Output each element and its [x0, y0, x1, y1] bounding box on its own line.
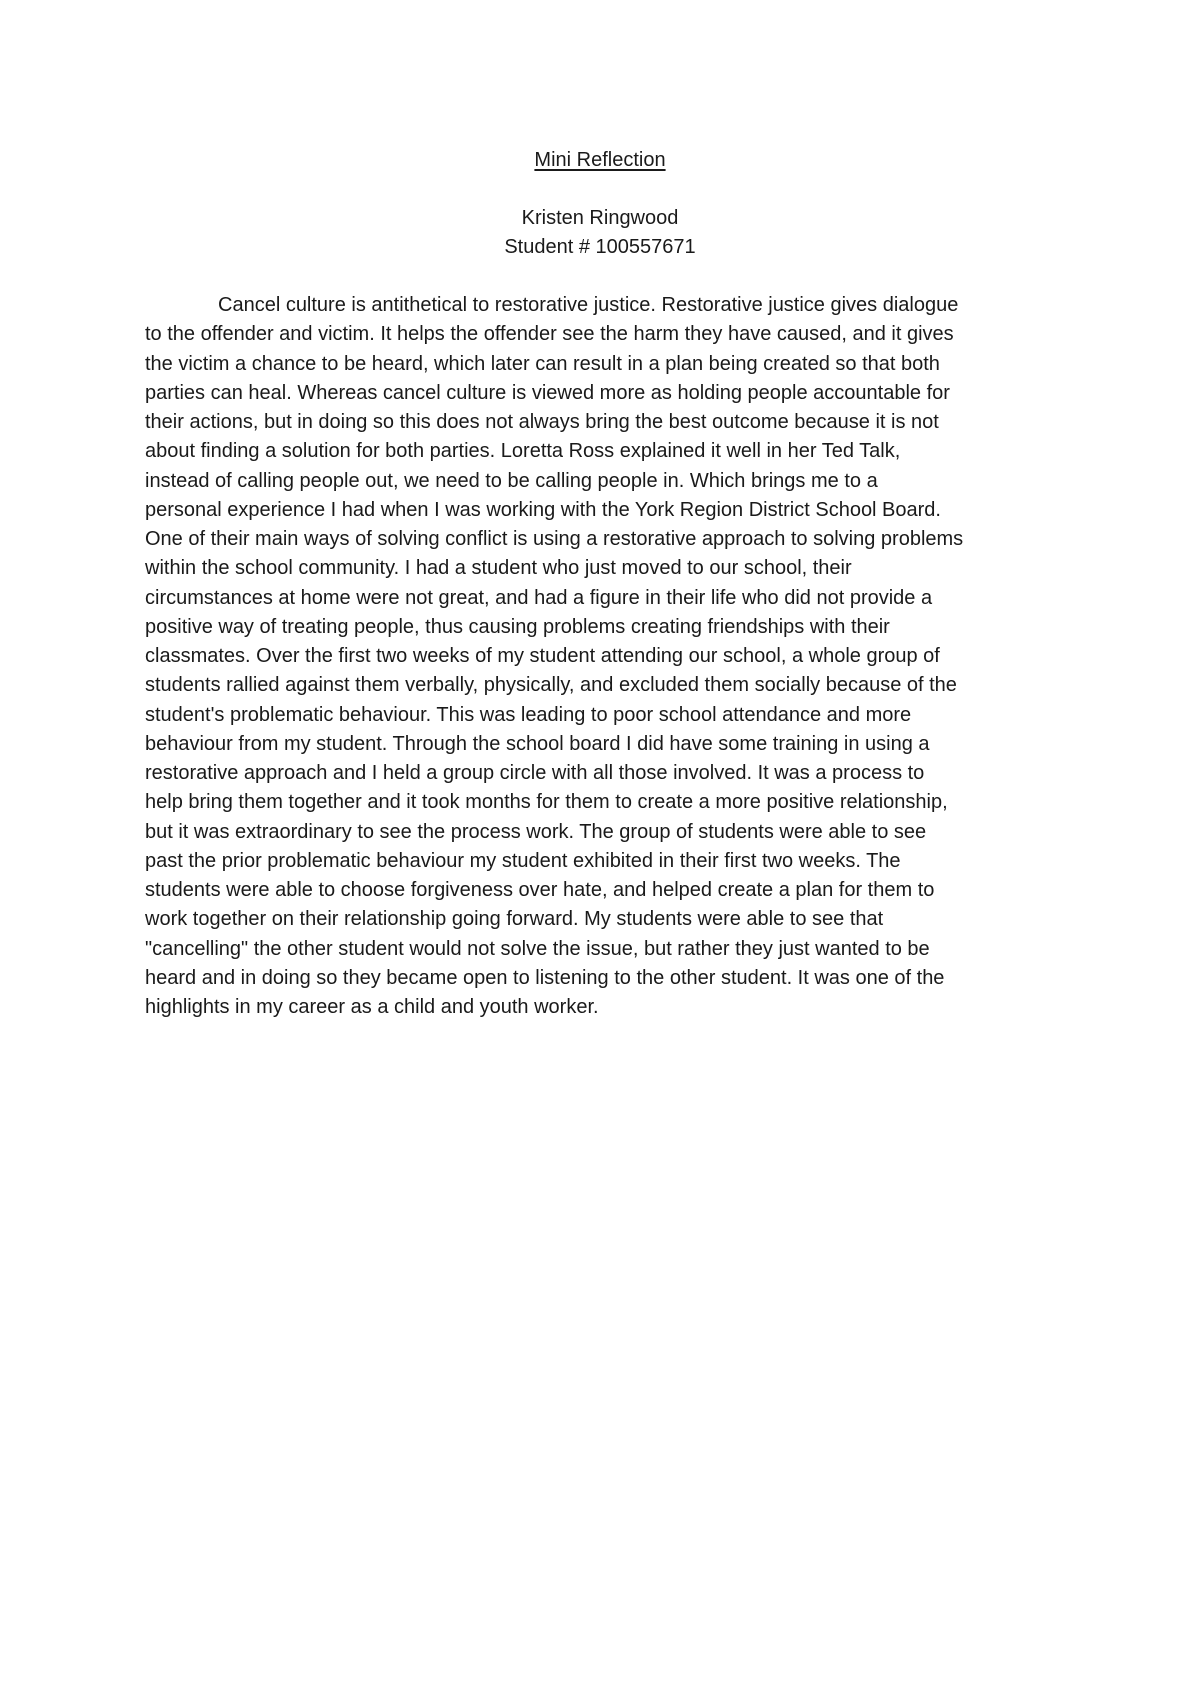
paragraph-line: but it was extraordinary to see the process work. The group of students were able to see	[145, 820, 927, 843]
paragraph-line: instead of calling people out, we need to be calling people in. Which brings me to a	[145, 469, 878, 492]
paragraph-line: student's problematic behaviour. This was leading to poor school attendance and more	[145, 703, 912, 726]
paragraph-line: circumstances at home were not great, and had a figure in their life who did not provide a	[145, 586, 933, 609]
paragraph-line: positive way of treating people, thus causing problems creating friendships with their	[145, 615, 890, 638]
paragraph-line: personal experience I had when I was working with the York Region District School Board.	[145, 498, 941, 521]
paragraph-line: past the prior problematic behaviour my student exhibited in their first two weeks. The	[145, 849, 901, 872]
paragraph-line: work together on their relationship going forward. My students were able to see that	[145, 908, 884, 931]
paragraph-line: heard and in doing so they became open to listening to the other student. It was one of the	[145, 966, 945, 989]
paragraph-line: to the offender and victim. It helps the offender see the harm they have caused, and it gives	[145, 323, 954, 346]
paragraph-line: help bring them together and it took months for them to create a more positive relationship,	[145, 791, 948, 814]
paragraph-line: parties can heal. Whereas cancel culture is viewed more as holding people accountable for	[145, 381, 950, 404]
paragraph-line: students were able to choose forgiveness over hate, and helped create a plan for them to	[145, 879, 935, 901]
paragraph-line: Cancel culture is antithetical to restorative justice. Restorative justice gives dialogue	[218, 294, 959, 316]
student-number: Student # 100557671	[504, 236, 696, 258]
reflection-paragraph	[145, 291, 1065, 1022]
paragraph-line: classmates. Over the first two weeks of my student attending our school, a whole group of	[145, 645, 940, 667]
paragraph-line: "cancelling" the other student would not solve the issue, but rather they just wanted to be	[145, 937, 930, 960]
author-name: Kristen Ringwood	[521, 207, 679, 229]
paragraph-line: their actions, but in doing so this does not always bring the best outcome because it is not	[145, 411, 939, 433]
paragraph-line: about finding a solution for both parties. Loretta Ross explained it well in her Ted Talk,	[145, 440, 901, 463]
paragraph-line: the victim a chance to be heard, which later can result in a plan being created so that both	[145, 352, 940, 375]
paragraph-line: within the school community. I had a student who just moved to our school, their	[145, 557, 852, 580]
paragraph-line: highlights in my career as a child and youth worker.	[145, 996, 599, 1018]
paragraph-line: One of their main ways of solving conflict is using a restorative approach to solving problems	[145, 528, 964, 550]
paragraph-line: restorative approach and I held a group circle with all those involved. It was a process to	[145, 762, 925, 784]
paragraph-line: behaviour from my student. Through the school board I did have some training in using a	[145, 732, 930, 755]
document-title: Mini Reflection	[534, 149, 666, 171]
paragraph-line: students rallied against them verbally, physically, and excluded them socially because of the	[145, 674, 957, 697]
